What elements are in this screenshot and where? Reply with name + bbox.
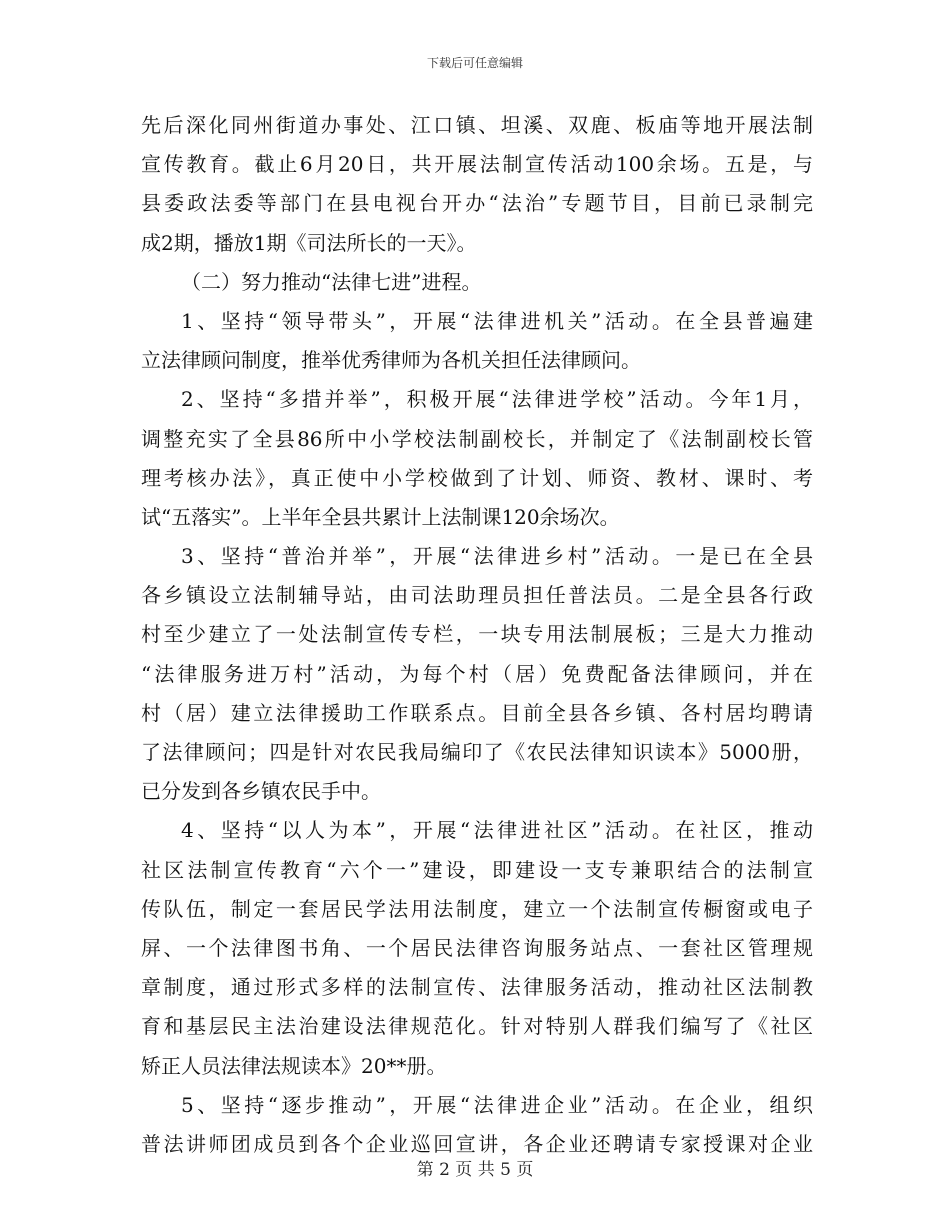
body-line: 传队伍，制定一套居民学法用法制度，建立一个法制宣传橱窗或电子 bbox=[141, 896, 813, 921]
body-line: 各乡镇设立法制辅导站，由司法助理员担任普法员。二是全县各行政 bbox=[141, 583, 813, 608]
body-line: 已分发到各乡镇农民手中。 bbox=[141, 779, 381, 804]
body-line: 村至少建立了一处法制宣传专栏，一块专用法制展板；三是大力推动 bbox=[141, 622, 813, 647]
body-line: 育和基层民主法治建设法律规范化。针对特别人群我们编写了《社区 bbox=[141, 1014, 813, 1039]
body-line: 试“五落实”。上半年全县共累计上法制课120余场次。 bbox=[141, 504, 620, 529]
body-line: 普法讲师团成员到各个企业巡回宣讲，各企业还聘请专家授课对企业 bbox=[141, 1131, 813, 1156]
body-line: 成2期，播放1期《司法所长的一天》。 bbox=[141, 230, 477, 255]
body-line: 2、坚持“多措并举”，积极开展“法律进学校”活动。今年1月， bbox=[181, 387, 813, 412]
body-line: 宣传教育。截止6月20日，共开展法制宣传活动100余场。五是，与 bbox=[141, 152, 813, 177]
body-line: 屏、一个法律图书角、一个居民法律咨询服务站点、一套社区管理规 bbox=[141, 935, 813, 960]
body-line: 社区法制宣传教育“六个一”建设，即建设一支专兼职结合的法制宣 bbox=[141, 857, 813, 882]
body-line: 1、坚持“领导带头”，开展“法律进机关”活动。在全县普遍建 bbox=[181, 308, 813, 333]
body-line: 了法律顾问；四是针对农民我局编印了《农民法律知识读本》5000册， bbox=[141, 740, 813, 764]
body-line: 章制度，通过形式多样的法制宣传、法律服务活动，推动社区法制教 bbox=[141, 975, 813, 1000]
section-heading: （二）努力推动“法律七进”进程。 bbox=[181, 269, 482, 294]
body-line: 3、坚持“普治并举”，开展“法律进乡村”活动。一是已在全县 bbox=[181, 544, 813, 569]
body-line: 理考核办法》，真正使中小学校做到了计划、师资、教材、课时、考 bbox=[141, 465, 813, 490]
document-body bbox=[141, 106, 813, 1164]
body-line: 4、坚持“以人为本”，开展“法律进社区”活动。在社区，推动 bbox=[181, 818, 813, 843]
page-header: 下载后可任意编辑 bbox=[426, 56, 523, 70]
body-line: 村（居）建立法律援助工作联系点。目前全县各乡镇、各村居均聘请 bbox=[141, 700, 813, 725]
body-line: 矫正人员法律法规读本》20**册。 bbox=[141, 1053, 447, 1078]
body-line: 调整充实了全县86所中小学校法制副校长，并制定了《法制副校长管 bbox=[141, 426, 813, 451]
body-line: 先后深化同州街道办事处、江口镇、坦溪、双鹿、板庙等地开展法制 bbox=[141, 113, 813, 137]
body-line: 县委政法委等部门在县电视台开办“法治”专题节目，目前已录制完 bbox=[141, 191, 813, 216]
body-line: 立法律顾问制度，推举优秀律师为各机关担任法律顾问。 bbox=[141, 348, 641, 373]
body-line: 5、坚持“逐步推动”，开展“法律进企业”活动。在企业，组织 bbox=[181, 1092, 813, 1117]
page-footer: 第 2 页 共 5 页 bbox=[416, 1160, 534, 1180]
body-line: “法律服务进万村”活动，为每个村（居）免费配备法律顾问，并在 bbox=[141, 661, 813, 686]
